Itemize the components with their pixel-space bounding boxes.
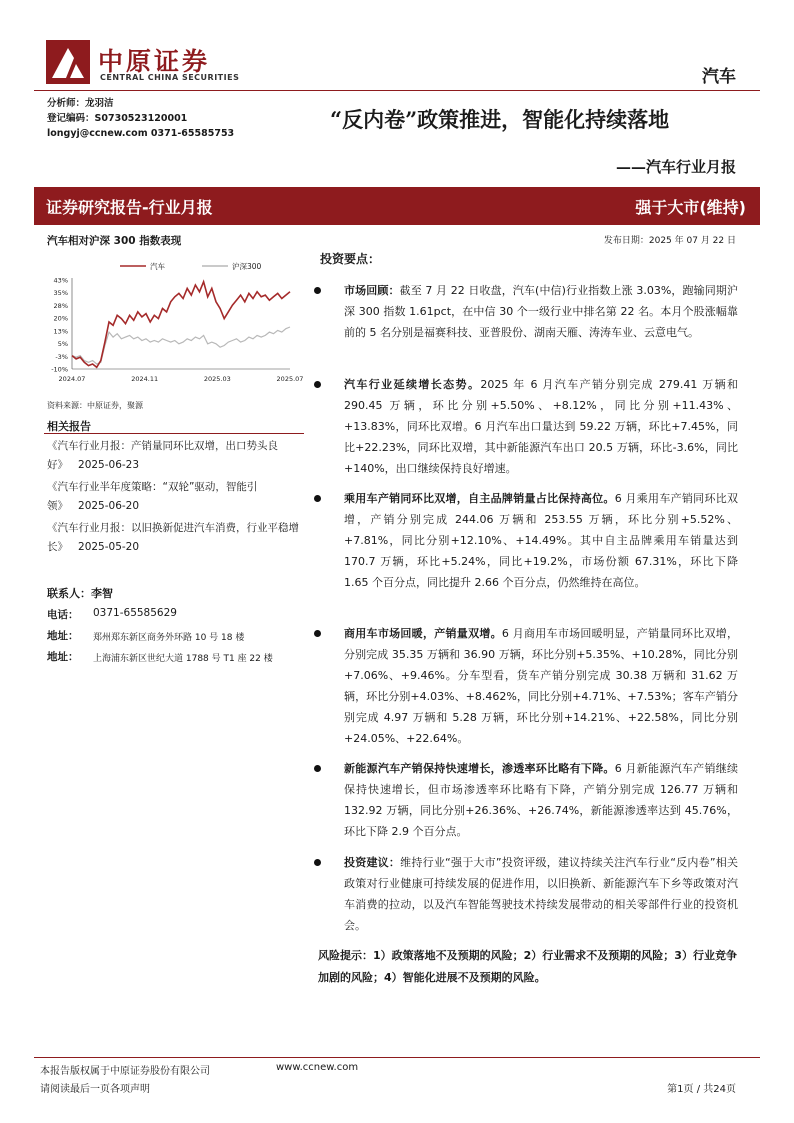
bullet-icon bbox=[314, 859, 321, 866]
analyst-name: 龙羽洁 bbox=[85, 98, 114, 109]
report-subtitle: ——汽车行业月报 bbox=[615, 158, 736, 176]
point-body: 2025 年 6 月汽车产销分别完成 279.41 万辆和 290.45 万辆，环比分别+5.50%、+8.12%，同比分别+11.43%、+13.83%，同环比双增。6 月汽车出口量达到 59.22 万辆，环比+7.45%，同比+22.23%，同环比双增，其中新能源汽车出口 20.5 万辆，环比-3.6%，同比+140%，出口继续保持良好增速。 bbox=[344, 378, 739, 475]
x-tick-label: 2024.07 bbox=[58, 375, 86, 383]
point-head: 商用车市场回暖，产销量双增。 bbox=[344, 627, 502, 640]
report-title: “反内卷”政策推进，智能化持续落地 bbox=[330, 107, 670, 132]
point-body: 6 月商用车市场回暖明显，产销量同环比双增，分别完成 35.35 万辆和 36.90 万辆，环比分别+5.35%、+10.28%，同比分别+7.06%、+9.46%。分车型看，货车产销分别完成 30.38 万辆和 31.62 万辆，环比分别+4.03%、+8.462%，同比分别+4.71%、+7.53%；客车产销分别完成 4.97 万辆和 5.28 万辆，环比分别+14.21%、+22.58%，同比分别+24.05%、+22.64%。 bbox=[344, 627, 739, 745]
y-tick-label: 20% bbox=[53, 314, 68, 323]
point-head: 新能源汽车产销保持快速增长，渗透率环比略有下降。 bbox=[344, 762, 615, 775]
related-report-1[interactable] bbox=[47, 437, 305, 474]
related-report-date: 2025-06-20 bbox=[78, 499, 140, 512]
footer-divider bbox=[34, 1057, 760, 1058]
point-body: 维持行业“强于大市”投资评级，建议持续关注汽车行业“反内卷”相关政策对行业健康可持续发展的促进作用，以旧换新、新能源汽车下乡等政策对汽车消费的拉动，以及汽车智能驾驶技术持续发展带动的相关零部件行业的投资机会。 bbox=[344, 856, 738, 932]
related-report-title: 《汽车行业月报：产销量同环比双增，出口势头良好》 bbox=[47, 440, 278, 471]
point-investment-advice bbox=[318, 852, 738, 936]
header-divider bbox=[34, 90, 760, 91]
address-label: 地址： bbox=[47, 651, 79, 663]
investment-highlights-title: 投资要点： bbox=[320, 252, 381, 266]
legend-label: 汽车 bbox=[150, 262, 165, 271]
point-body: 截至 7 月 22 日收盘，汽车(中信)行业指数上涨 3.03%，跑输同期沪深 300 指数 1.61pct，在中信 30 个一级行业中排名第 22 名。本月个股涨幅靠前的 5 名分别是福赛科技、亚普股份、湖南天雁、涛涛车业、云意电气。 bbox=[344, 284, 738, 339]
risk-warning: 风险提示：1）政策落地不及预期的风险；2）行业需求不及预期的风险；3）行业竞争加剧的风险；4）智能化进展不及预期的风险。 bbox=[318, 949, 737, 984]
report-type: 证券研究报告-行业月报 bbox=[46, 198, 213, 217]
y-tick-label: 35% bbox=[53, 289, 68, 298]
footer-copyright: 本报告版权属于中原证券股份有限公司 bbox=[40, 1066, 210, 1077]
analyst-reg-label: 登记编码： bbox=[47, 113, 95, 124]
point-passenger-cars bbox=[318, 488, 738, 593]
industry-rating: 强于大市(维持) bbox=[635, 198, 746, 217]
contact-person: 联系人：李智 bbox=[47, 587, 113, 600]
point-head: 乘用车产销同环比双增，自主品牌销量占比保持高位。 bbox=[344, 492, 615, 505]
bullet-icon bbox=[314, 287, 321, 294]
y-tick-label: 28% bbox=[53, 301, 68, 310]
performance-chart bbox=[42, 255, 304, 391]
footer-disclaimer: 请阅读最后一页各项声明 bbox=[40, 1084, 150, 1095]
report-banner bbox=[34, 187, 760, 225]
related-report-title: 《汽车行业半年度策略：“双轮”驱动，智能引领》 bbox=[47, 481, 258, 512]
point-body: 6 月乘用车产销同环比双增，产销分别完成 244.06 万辆和 253.55 万辆，环比分别+5.52%、+7.81%，同比分别+12.10%、+14.49%。其中自主品牌乘用车销量达到 170.7 万辆，环比+5.24%，同比+19.2%，市场份额 67.31%，环比下降 1.65 个百分点，同比提升 2.66 个百分点，仍然维持在高位。 bbox=[344, 492, 739, 589]
point-new-energy bbox=[318, 758, 738, 842]
bullet-icon bbox=[314, 630, 321, 637]
sector-label: 汽车 bbox=[702, 67, 736, 87]
phone-value: 0371-65585629 bbox=[93, 607, 177, 619]
logo-english-name: CENTRAL CHINA SECURITIES bbox=[100, 73, 240, 82]
address-value: 上海浦东新区世纪大道 1788 号 T1 座 22 楼 bbox=[93, 654, 273, 664]
bullet-icon bbox=[314, 765, 321, 772]
address-value: 郑州郑东新区商务外环路 10 号 18 楼 bbox=[93, 633, 245, 643]
y-tick-label: -10% bbox=[51, 365, 68, 374]
contact-address-2 bbox=[47, 649, 273, 664]
analyst-contact: longyj@ccnew.com 0371-65585753 bbox=[47, 128, 235, 139]
contact-phone bbox=[47, 607, 177, 622]
related-divider bbox=[44, 433, 304, 434]
point-industry-growth bbox=[318, 374, 738, 479]
point-body: 6 月新能源汽车产销继续保持快速增长，但市场渗透率环比略有下降，产销分别完成 126.77 万辆和 132.92 万辆，同比分别+26.36%、+26.74%，新能源渗透率达到 45.76%，环比下降 2.9 个百分点。 bbox=[344, 762, 739, 838]
y-tick-label: 43% bbox=[53, 276, 68, 285]
y-tick-label: -3% bbox=[55, 352, 68, 361]
analyst-name-label: 分析师： bbox=[47, 98, 86, 109]
x-tick-label: 2025.07 bbox=[276, 375, 304, 383]
series-line-auto bbox=[72, 282, 290, 368]
address-label: 地址： bbox=[47, 630, 79, 642]
point-head: 汽车行业延续增长态势。 bbox=[344, 378, 481, 391]
related-report-3[interactable] bbox=[47, 519, 305, 556]
legend-label: 沪深300 bbox=[232, 262, 262, 271]
page-number: 第1页 / 共24页 bbox=[667, 1084, 736, 1095]
bullet-icon bbox=[314, 495, 321, 502]
related-reports-title: 相关报告 bbox=[47, 420, 91, 433]
point-head: 投资建议： bbox=[344, 856, 401, 869]
point-market-review bbox=[318, 280, 738, 343]
y-tick-label: 13% bbox=[53, 327, 68, 336]
phone-label: 电话： bbox=[47, 609, 79, 621]
x-tick-label: 2024.11 bbox=[131, 375, 159, 383]
logo-chinese-name: 中原证券 bbox=[98, 47, 211, 76]
footer-website-link[interactable]: www.ccnew.com bbox=[276, 1062, 359, 1073]
contact-address-1 bbox=[47, 628, 245, 643]
analyst-reg: S0730523120001 bbox=[94, 113, 188, 124]
x-tick-label: 2025.03 bbox=[203, 375, 231, 383]
related-report-date: 2025-06-23 bbox=[78, 458, 140, 471]
chart-source: 资料来源：中原证券，聚源 bbox=[47, 401, 143, 410]
chart-title: 汽车相对沪深 300 指数表现 bbox=[47, 235, 182, 247]
logo-mark-icon bbox=[46, 40, 90, 84]
point-head: 市场回顾： bbox=[344, 284, 400, 297]
publish-date: 发布日期：2025 年 07 月 22 日 bbox=[603, 236, 736, 246]
company-logo bbox=[46, 40, 246, 90]
related-report-2[interactable] bbox=[47, 478, 305, 515]
y-tick-label: 5% bbox=[57, 340, 68, 349]
related-report-date: 2025-05-20 bbox=[78, 540, 140, 553]
analyst-info bbox=[47, 96, 234, 141]
point-commercial-vehicles bbox=[318, 623, 738, 749]
bullet-icon bbox=[314, 381, 321, 388]
related-report-title: 《汽车行业月报：以旧换新促进汽车消费，行业平稳增长》 bbox=[47, 522, 299, 553]
